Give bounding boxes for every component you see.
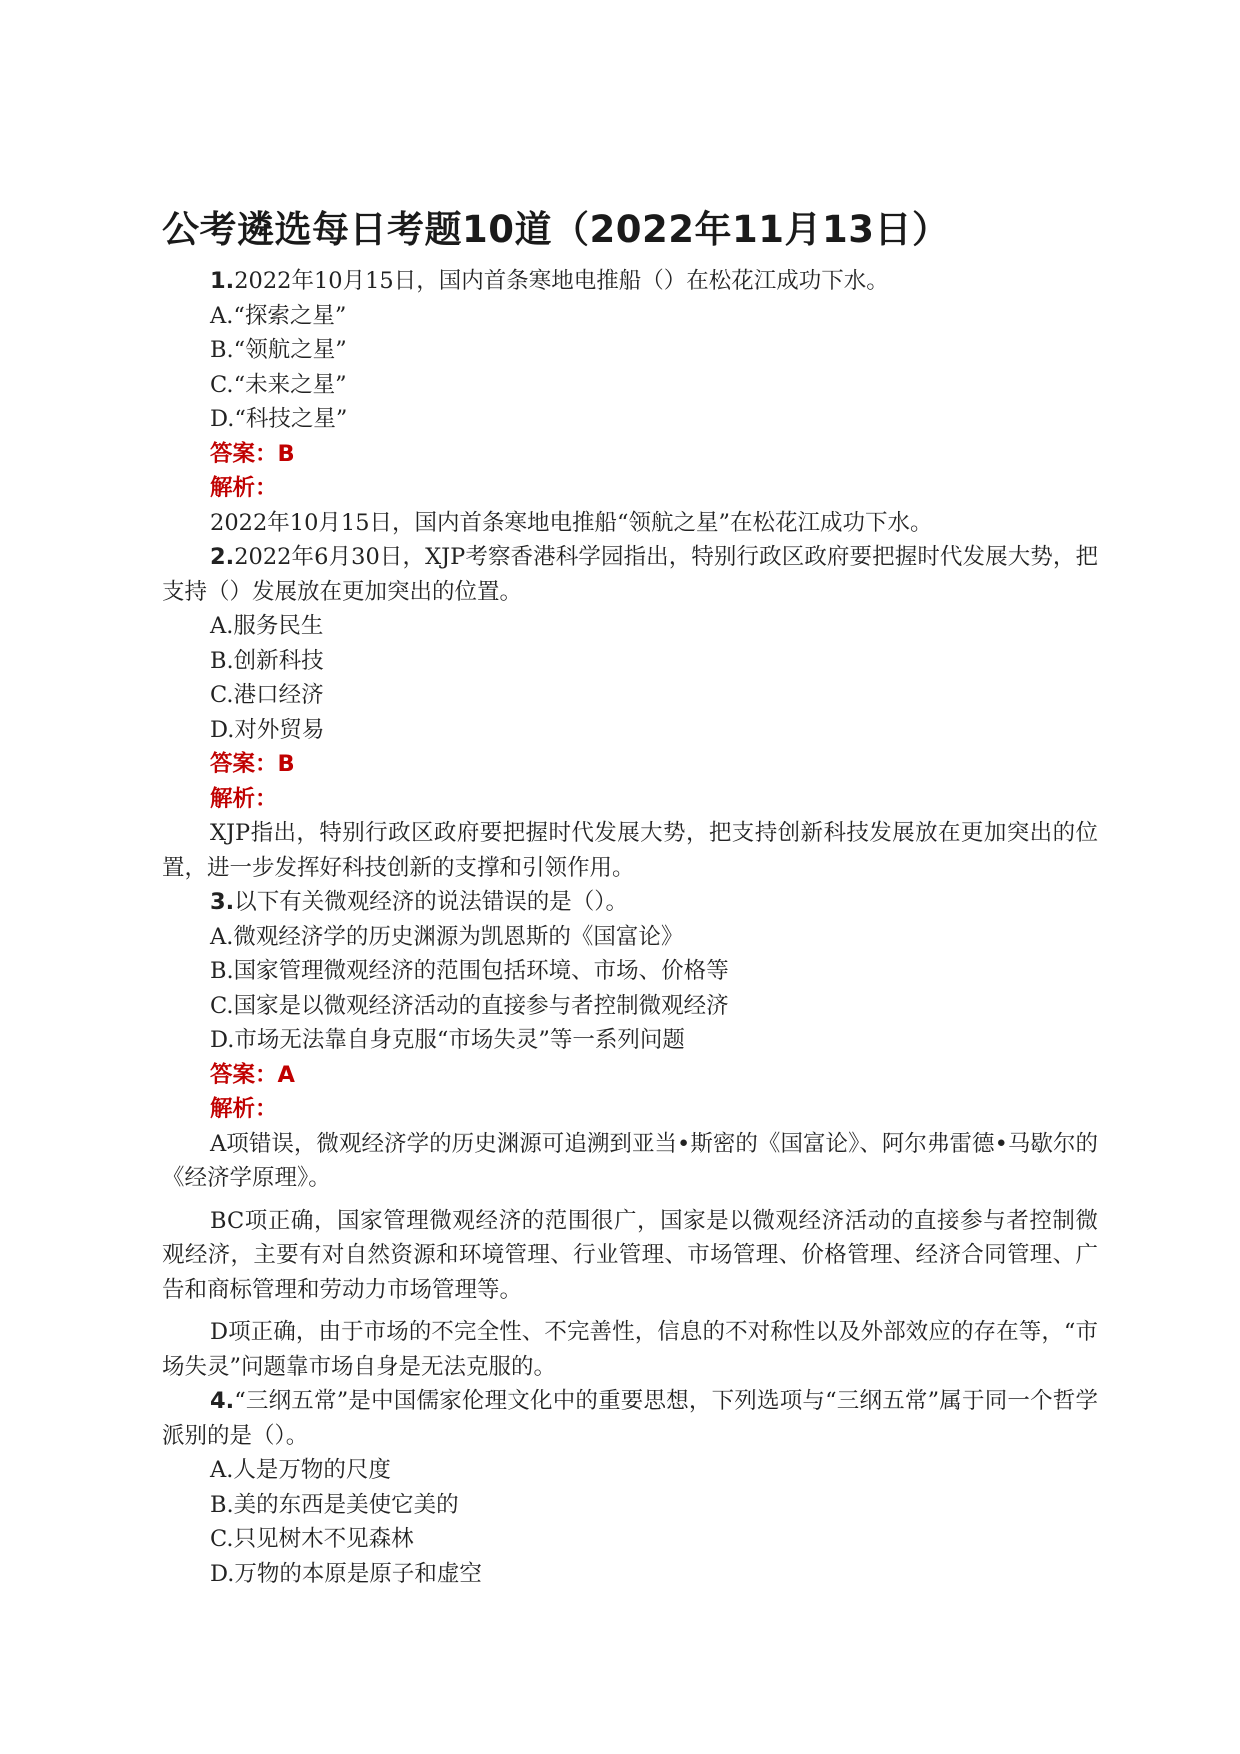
question-number: 1.	[210, 268, 235, 294]
question-3-option-c: C.国家是以微观经济活动的直接参与者控制微观经济	[210, 992, 729, 1019]
question-3-analysis-label: 解析：	[210, 1096, 278, 1122]
question-number: 4.	[210, 1388, 235, 1414]
question-2-option-a: A.服务民生	[210, 613, 324, 639]
page-title: 公考遴选每日考题10道（2022年11月13日）	[162, 208, 950, 251]
question-1-answer: 答案：B	[210, 440, 295, 467]
question-1-option-c: C.“未来之星”	[210, 371, 347, 398]
question-2-option-d: D.对外贸易	[210, 716, 325, 743]
document-body	[162, 204, 1098, 1591]
question-1-option-b: B.“领航之星”	[210, 337, 347, 363]
question-1-option-d: D.“科技之星”	[210, 406, 348, 432]
question-3-option-b: B.国家管理微观经济的范围包括环境、市场、价格等	[210, 958, 729, 984]
question-4-stem	[162, 1384, 1098, 1453]
question-2-analysis-label: 解析：	[210, 785, 278, 812]
question-3-option-d: D.市场无法靠自身克服“市场失灵”等一系列问题	[210, 1027, 685, 1053]
question-4-option-b: B.美的东西是美使它美的	[210, 1491, 459, 1518]
question-1-analysis: 2022年10月15日，国内首条寒地电推船“领航之星”在松花江成功下水。	[210, 509, 933, 536]
question-2-answer: 答案：B	[210, 751, 295, 777]
question-3-analysis-a: A项错误，微观经济学的历史渊源可追溯到亚当•斯密的《国富论》、阿尔弗雷德•马歇尔的《经济学原理》。	[162, 1130, 1098, 1191]
question-3-analysis-d: D项正确，由于市场的不完全性、不完善性，信息的不对称性以及外部效应的存在等，“市场失灵”问题靠市场自身是无法克服的。	[162, 1319, 1098, 1380]
question-1-option-a: A.“探索之星”	[210, 302, 347, 329]
question-4-option-a: A.人是万物的尺度	[210, 1457, 391, 1483]
question-number: 3.	[210, 889, 235, 915]
question-1-stem	[162, 264, 1098, 299]
question-2-stem	[162, 540, 1098, 609]
question-1-analysis-label: 解析：	[210, 475, 278, 501]
question-number: 2.	[210, 544, 235, 570]
question-text: 2022年6月30日，XJP考察香港科学园指出，特别行政区政府要把握时代发展大势，把支持（）发展放在更加突出的位置。	[162, 544, 1098, 605]
question-2-analysis: XJP指出，特别行政区政府要把握时代发展大势，把支持创新科技发展放在更加突出的位置，进一步发挥好科技创新的支撑和引领作用。	[162, 820, 1098, 881]
question-4-option-c: C.只见树木不见森林	[210, 1526, 414, 1552]
question-2-option-c: C.港口经济	[210, 682, 324, 708]
question-3-answer: 答案：A	[210, 1061, 295, 1088]
question-text: “三纲五常”是中国儒家伦理文化中的重要思想，下列选项与“三纲五常”属于同一个哲学派别的是（）。	[162, 1388, 1098, 1449]
question-2-option-b: B.创新科技	[210, 647, 324, 674]
question-3-option-a: A.微观经济学的历史渊源为凯恩斯的《国富论》	[210, 923, 684, 950]
question-3-stem	[162, 885, 1098, 920]
question-text: 2022年10月15日，国内首条寒地电推船（）在松花江成功下水。	[234, 268, 889, 294]
question-text: 以下有关微观经济的说法错误的是（）。	[234, 889, 628, 915]
question-3-analysis-bc: BC项正确，国家管理微观经济的范围很广，国家是以微观经济活动的直接参与者控制微观经济，主要有对自然资源和环境管理、行业管理、市场管理、价格管理、经济合同管理、广告和商标管理和劳动力市场管理等。	[162, 1207, 1098, 1303]
question-4-option-d: D.万物的本原是原子和虚空	[210, 1560, 482, 1587]
